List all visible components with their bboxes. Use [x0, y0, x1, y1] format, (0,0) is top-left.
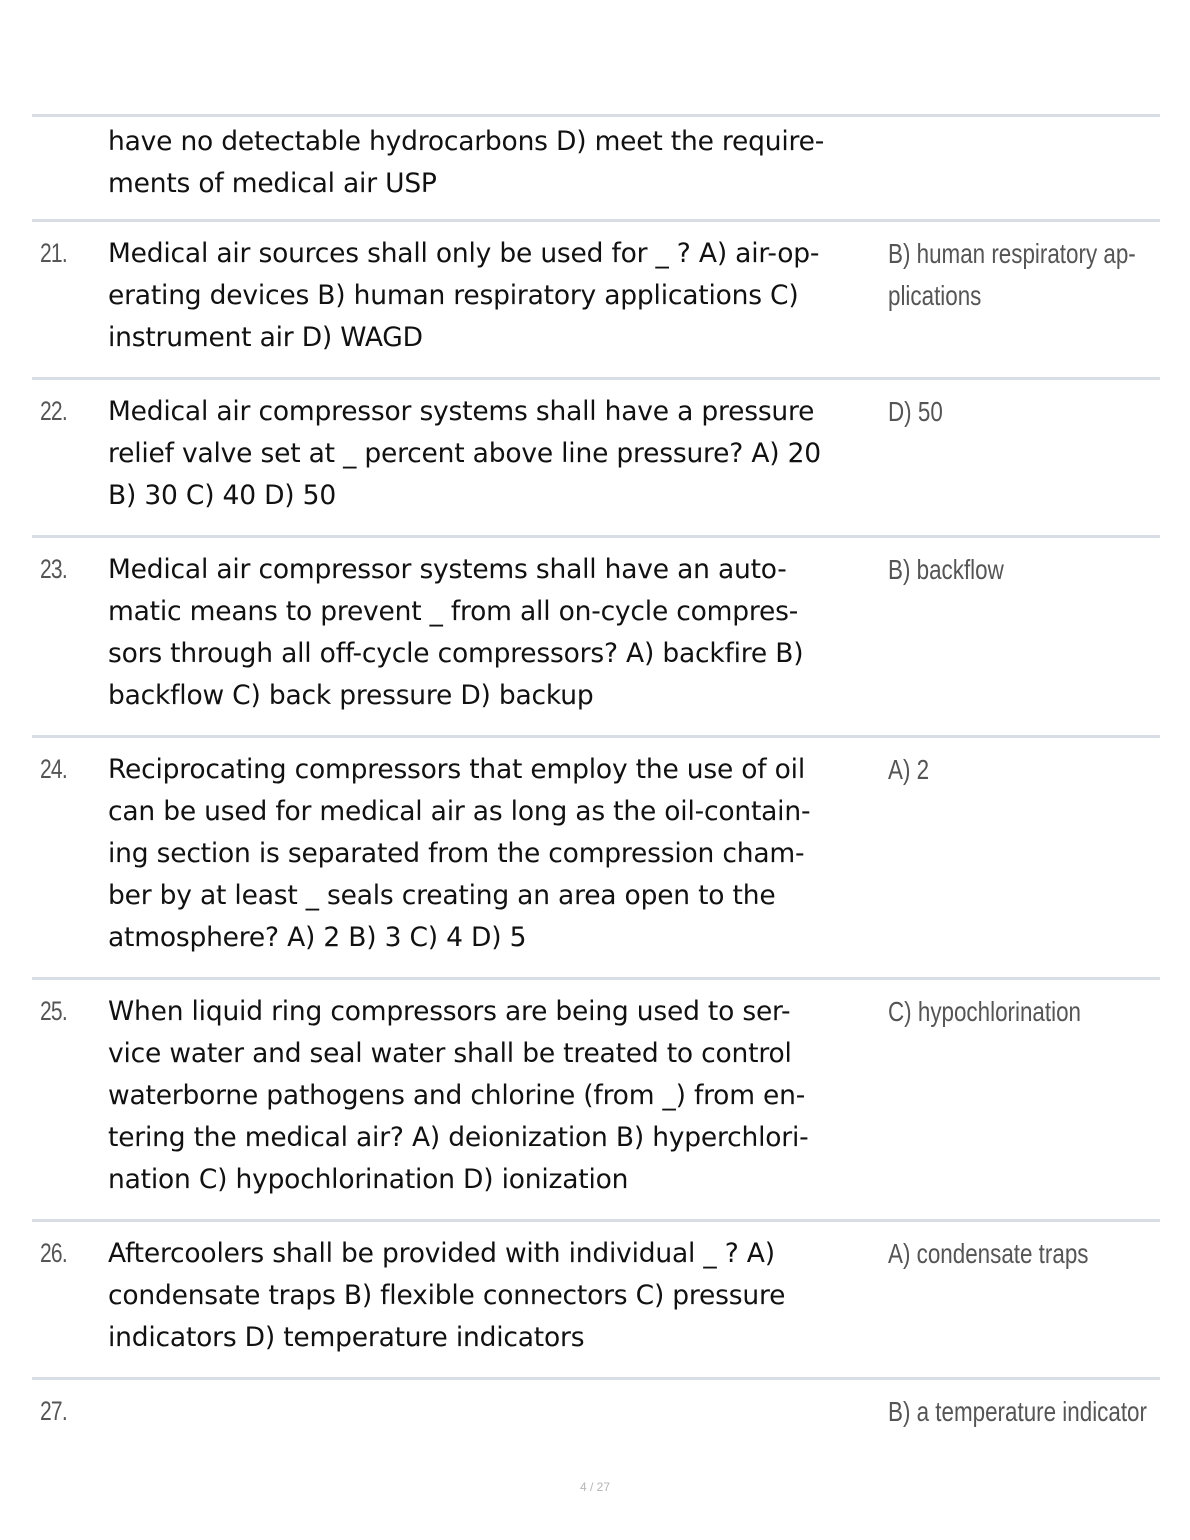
- question-line: Medical air sources shall only be used for _ ? A) air-op-: [108, 238, 820, 269]
- flashcard-row: [32, 1219, 1160, 1377]
- answer-line: B) backflow: [888, 554, 1004, 585]
- question-text: [108, 117, 883, 205]
- question-text: [108, 980, 883, 1201]
- question-text: [108, 1222, 883, 1359]
- flashcard-row: [32, 735, 1160, 977]
- flashcard-row: [32, 377, 1160, 535]
- question-line: Aftercoolers shall be provided with individual _ ? A): [108, 1238, 775, 1269]
- question-line: ments of medical air USP: [108, 168, 437, 199]
- question-line: Medical air compressor systems shall have an auto-: [108, 554, 787, 585]
- question-line: backflow C) back pressure D) backup: [108, 680, 594, 711]
- question-number: 27.: [40, 1396, 67, 1426]
- flashcard-row: [32, 219, 1160, 377]
- answer-line: D) 50: [888, 396, 943, 427]
- question-line: condensate traps B) flexible connectors C) pressure: [108, 1280, 786, 1311]
- question-number: 21.: [40, 238, 67, 268]
- question-line: sors through all off-cycle compressors? A) backfire B): [108, 638, 804, 669]
- question-line: Reciprocating compressors that employ the use of oil: [108, 754, 806, 785]
- question-number: 22.: [40, 396, 67, 426]
- question-line: tering the medical air? A) deionization B) hyperchlori-: [108, 1122, 809, 1153]
- answer-line: B) a temperature indicator: [888, 1396, 1147, 1427]
- question-line: ing section is separated from the compression cham-: [108, 838, 805, 869]
- answer-text: [888, 749, 1106, 791]
- answer-text: [888, 1391, 1147, 1433]
- question-line: waterborne pathogens and chlorine (from _) from en-: [108, 1080, 806, 1111]
- page-counter: 4 / 27: [579, 1480, 611, 1494]
- flashcard-row: [32, 977, 1160, 1219]
- question-text: [108, 222, 883, 359]
- question-text: [108, 380, 883, 517]
- question-text: [108, 538, 883, 717]
- question-line: ber by at least _ seals creating an area open to the: [108, 880, 776, 911]
- flashcard-row: [32, 1377, 1160, 1450]
- question-line: Medical air compressor systems shall have a pressure: [108, 396, 815, 427]
- question-line: matic means to prevent _ from all on-cycle compres-: [108, 596, 799, 627]
- answer-text: [888, 233, 1136, 317]
- question-line: nation C) hypochlorination D) ionization: [108, 1164, 629, 1195]
- question-number: 23.: [40, 554, 67, 584]
- question-line: indicators D) temperature indicators: [108, 1322, 585, 1353]
- answer-text: [888, 391, 1106, 433]
- question-line: can be used for medical air as long as the oil-contain-: [108, 796, 811, 827]
- answer-line: C) hypochlorination: [888, 996, 1081, 1027]
- question-line: When liquid ring compressors are being used to ser-: [108, 996, 791, 1027]
- question-line: erating devices B) human respiratory applications C): [108, 280, 799, 311]
- question-line: relief valve set at _ percent above line pressure? A) 20: [108, 438, 821, 469]
- question-line: have no detectable hydrocarbons D) meet the require-: [108, 126, 825, 157]
- question-line: atmosphere? A) 2 B) 3 C) 4 D) 5: [108, 922, 527, 953]
- question-number: 25.: [40, 996, 67, 1026]
- answer-text: [888, 1233, 1106, 1275]
- answer-line: A) 2: [888, 754, 930, 785]
- question-line: B) 30 C) 40 D) 50: [108, 480, 336, 511]
- flashcard-row: [32, 114, 1160, 219]
- answer-line: B) human respiratory ap-: [888, 238, 1136, 269]
- answer-line: plications: [888, 280, 982, 311]
- question-line: instrument air D) WAGD: [108, 322, 423, 353]
- answer-text: [888, 549, 1106, 591]
- flashcard-list: [32, 114, 1160, 1450]
- question-number: 24.: [40, 754, 67, 784]
- question-line: vice water and seal water shall be treated to control: [108, 1038, 792, 1069]
- answer-line: A) condensate traps: [888, 1238, 1089, 1269]
- question-text: [108, 738, 883, 959]
- question-number: 26.: [40, 1238, 67, 1268]
- answer-text: [888, 991, 1106, 1033]
- flashcard-row: [32, 535, 1160, 735]
